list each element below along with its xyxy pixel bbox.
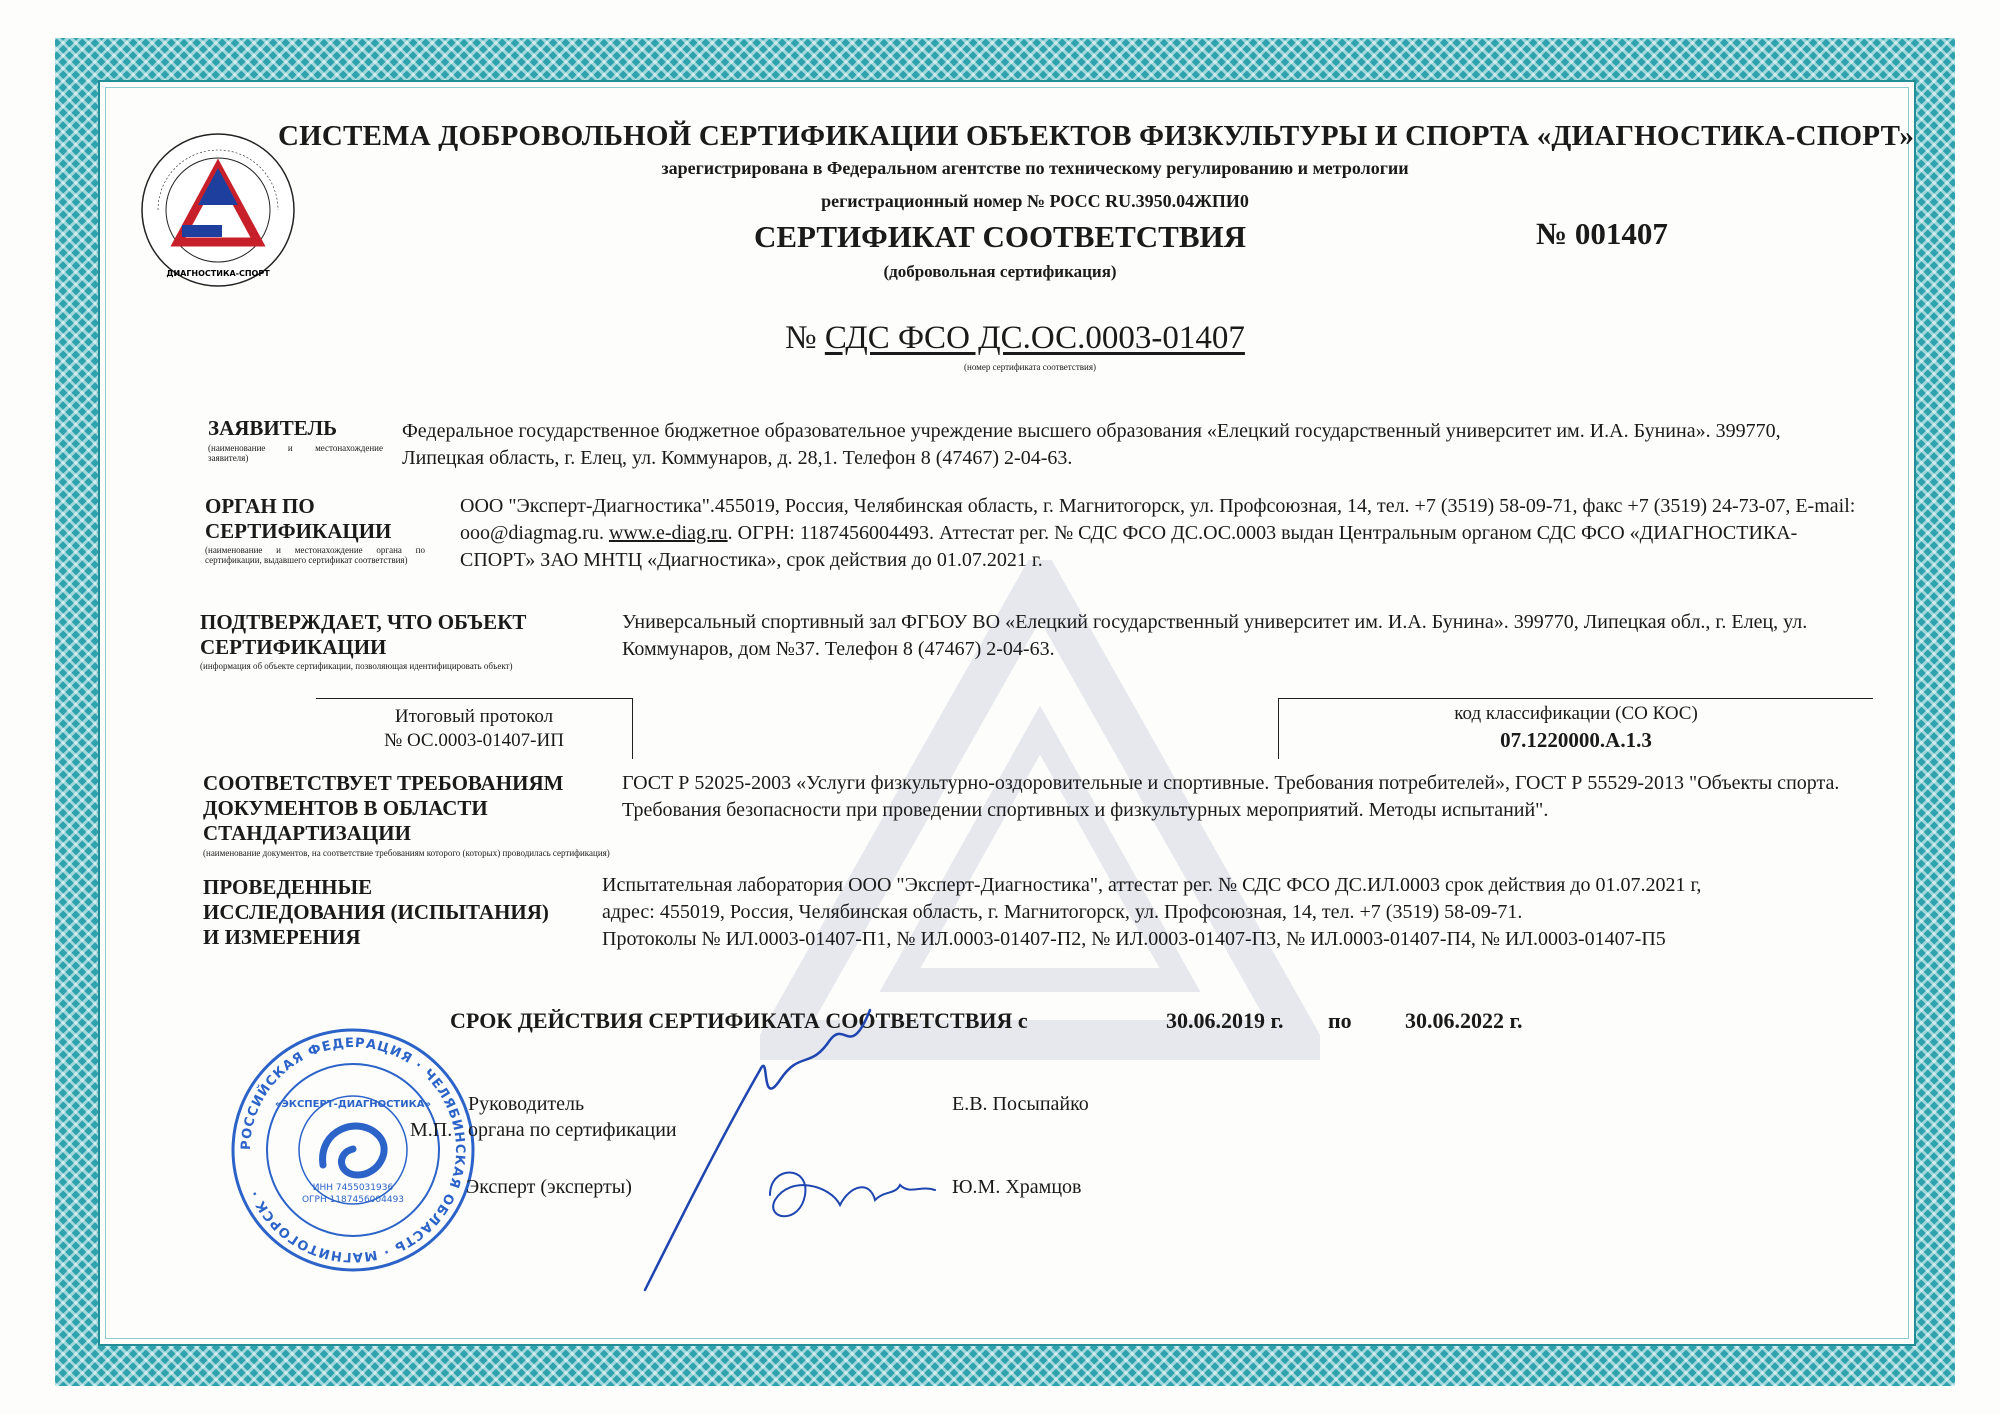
body-caption: (наименование и местонахождение органа по сертификации, выдавшего сертификат соответствия) xyxy=(205,545,425,565)
tests-line-2: адрес: 455019, Россия, Челябинская область, г. Магнитогорск, ул. Профсоюзная, 14, тел. +7 (3519) 58-09-71. xyxy=(602,901,1523,923)
tests-line-3: Протоколы № ИЛ.0003-01407-П1, № ИЛ.0003-01407-П2, № ИЛ.0003-01407-П3, № ИЛ.0003-01407-П4, № ИЛ.0003-01407-П5 xyxy=(602,928,1666,950)
registered-line: зарегистрирована в Федеральном агентстве по техническому регулированию и метрологии xyxy=(661,158,1409,178)
classification-label: код классификации (СО КОС) xyxy=(1454,703,1698,724)
svg-text:«ЭКСПЕРТ-ДИАГНОСТИКА»: «ЭКСПЕРТ-ДИАГНОСТИКА» xyxy=(275,1099,431,1110)
tests-label-2: ИССЛЕДОВАНИЯ (ИСПЫТАНИЯ) xyxy=(203,900,549,924)
classification-value: 07.1220000.А.1.3 xyxy=(1500,728,1652,752)
system-name: СИСТЕМА ДОБРОВОЛЬНОЙ СЕРТИФИКАЦИИ ОБЪЕКТОВ ФИЗКУЛЬТУРЫ И СПОРТА «ДИАГНОСТИКА-СПОРТ» xyxy=(278,120,1915,152)
number-caption: (номер сертификата соответствия) xyxy=(964,362,1096,372)
standards-caption: (наименование документов, на соответствие требованиям которого (которых) проводилась сертификация) xyxy=(203,848,610,858)
certificate-number xyxy=(0,320,2000,357)
tests-label-3: И ИЗМЕРЕНИЯ xyxy=(203,925,361,949)
mp-label: М.П. xyxy=(410,1119,453,1141)
object-caption: (информация об объекте сертификации, позволяющая идентифицировать объект) xyxy=(200,661,513,671)
head-label-2: органа по сертификации xyxy=(468,1119,677,1141)
standards-text: ГОСТ Р 52025-2003 «Услуги физкультурно-оздоровительные и спортивные. Требования потребителей», ГОСТ Р 55529-2013 "Объекты спорта. Требования безопасности при проведении спортивных и физкультурных мероприятий. Методы испытаний". xyxy=(622,772,1840,821)
expert-name: Ю.М. Храмцов xyxy=(952,1176,1082,1198)
object-text: Универсальный спортивный зал ФГБОУ ВО «Елецкий государственный университет им. И.А. Бунина». 399770, Липецкая обл., г. Елец, ул. Коммунаров, дом №37. Телефон 8 (47467) 2-04-63. xyxy=(622,611,1808,660)
svg-text:ИНН 7455031936: ИНН 7455031936 xyxy=(312,1183,394,1193)
svg-text:ОГРН 1187456004493: ОГРН 1187456004493 xyxy=(301,1195,405,1205)
protocol-value: № ОС.0003-01407-ИП xyxy=(384,730,564,751)
svg-text:РОССИЙСКАЯ ФЕДЕРАЦИЯ · ЧЕЛЯБИН: РОССИЙСКАЯ ФЕДЕРАЦИЯ · ЧЕЛЯБИНСКАЯ ОБЛАСТЬ · МАГНИТОГОРСК · xyxy=(238,1035,468,1265)
body-label-2: СЕРТИФИКАЦИИ xyxy=(205,519,392,543)
object-label-1: ПОДТВЕРЖДАЕТ, ЧТО ОБЪЕКТ xyxy=(200,610,527,634)
head-label-1: Руководитель xyxy=(468,1093,585,1115)
standards-label-3: СТАНДАРТИЗАЦИИ xyxy=(203,821,411,845)
expert-signature xyxy=(760,1155,940,1235)
validity-to: 30.06.2022 г. xyxy=(1405,1008,1523,1033)
head-name: Е.В. Посыпайко xyxy=(952,1093,1089,1115)
body-text-b: . ОГРН: 1187456004493. Аттестат рег. № СДС ФСО ДС.ОС.0003 выдан Центральным органом СДС ФСО «ДИАГНОСТИКА-СПОРТ» ЗАО МНТЦ «Диагностика», срок действия до 01.07.2021 г. xyxy=(460,522,1798,571)
applicant-label: ЗАЯВИТЕЛЬ xyxy=(208,416,338,440)
body-text xyxy=(460,493,1872,574)
standards-label-1: СООТВЕТСТВУЕТ ТРЕБОВАНИЯМ xyxy=(203,771,564,795)
protocol-label: Итоговый протокол xyxy=(394,706,554,727)
validity-from: 30.06.2019 г. xyxy=(1166,1008,1284,1033)
object-label-2: СЕРТИФИКАЦИИ xyxy=(200,635,387,659)
logo-caption: ДИАГНОСТИКА-СПОРТ xyxy=(166,269,270,278)
validity-label: СРОК ДЕЙСТВИЯ СЕРТИФИКАТА СООТВЕТСТВИЯ с xyxy=(450,1008,1028,1033)
reg-number: регистрационный номер № РОСС RU.3950.04ЖПИ0 xyxy=(821,191,1249,211)
certificate-title: СЕРТИФИКАТ СООТВЕТСТВИЯ xyxy=(753,219,1247,254)
number-prefix: № xyxy=(785,320,817,356)
applicant-caption: (наименование и местонахождение заявителя) xyxy=(208,443,383,463)
voluntary-note: (добровольная сертификация) xyxy=(883,262,1117,281)
tests-label-1: ПРОВЕДЕННЫЕ xyxy=(203,875,373,899)
number-value: СДС ФСО ДС.ОС.0003-01407 xyxy=(824,320,1245,356)
applicant-text: Федеральное государственное бюджетное образовательное учреждение высшего образования «Елецкий государственный университет им. И.А. Бунина». 399770, Липецкая область, г. Елец, ул. Коммунаров, д. 28,1. Телефон 8 (47467) 2-04-63. xyxy=(402,420,1781,469)
body-label-1: ОРГАН ПО xyxy=(205,494,315,518)
tests-line-1: Испытательная лаборатория ООО "Эксперт-Диагностика", аттестат рег. № СДС ФСО ДС.ИЛ.0003 срок действия до 01.07.2021 г, xyxy=(602,874,1702,896)
seal-stamp xyxy=(228,1025,478,1275)
certificate-serial: № 001407 xyxy=(1536,216,1668,251)
expert-label: Эксперт (эксперты) xyxy=(466,1176,632,1198)
body-website-link[interactable]: www.e-diag.ru xyxy=(608,522,728,544)
body-text-a: ООО "Эксперт-Диагностика".455019, Россия, Челябинская область, г. Магнитогорск, ул. Профсоюзная, 14, тел. +7 (3519) 58-09-71, факс +7 (3519) 24-73-07, E-mail: ooo@diagmag.ru. xyxy=(460,495,1856,544)
head-signature xyxy=(640,1000,900,1300)
validity-to-word: по xyxy=(1328,1008,1352,1033)
standards-label-2: ДОКУМЕНТОВ В ОБЛАСТИ xyxy=(203,796,488,820)
